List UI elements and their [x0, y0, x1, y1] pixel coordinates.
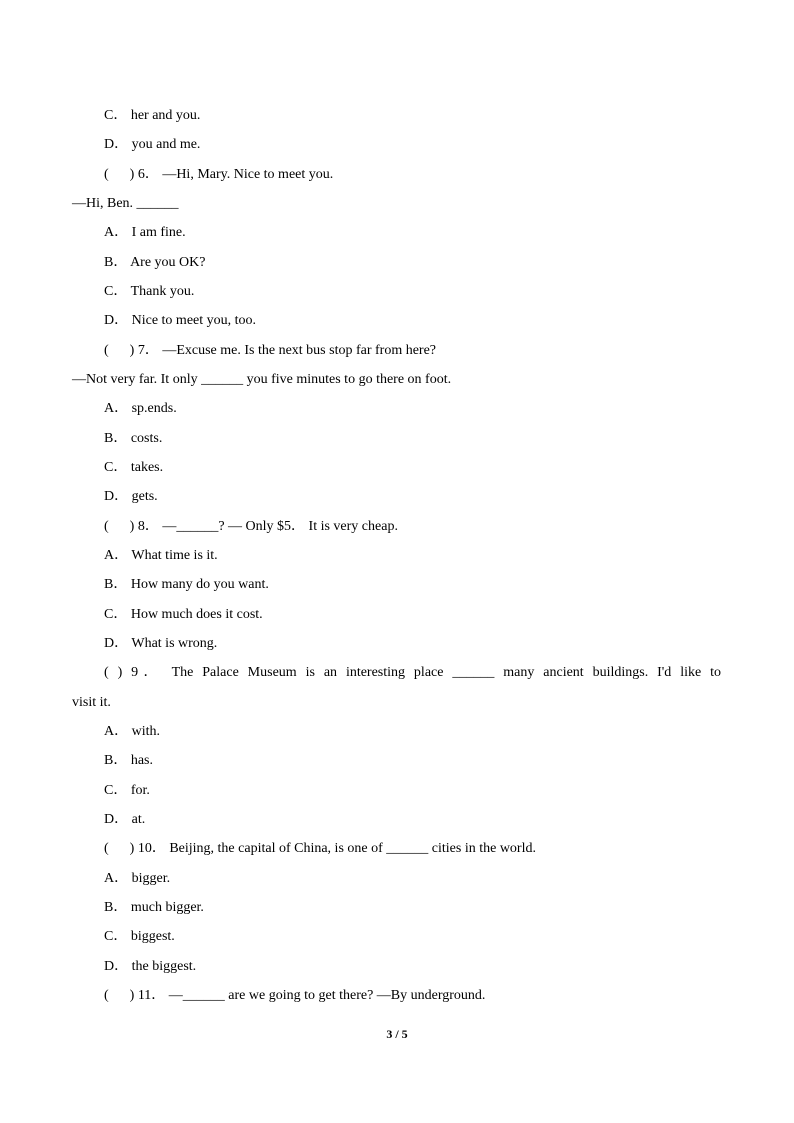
option-c-q5: C． her and you.: [104, 108, 201, 123]
option-b-q6: B． Are you OK?: [104, 255, 206, 270]
option-d-q7: D． gets.: [104, 489, 158, 504]
question-7: ( ) 7． —Excuse me. Is the next bus stop far from here?: [104, 343, 437, 358]
option-a-q8: A． What time is it.: [104, 548, 218, 563]
option-d-q8: D． What is wrong.: [104, 636, 218, 651]
question-6-response: —Hi, Ben. ______: [72, 196, 179, 211]
question-9: ( ) 9． The Palace Museum is an interesting place ______ many ancient buildings. I'd like to: [104, 665, 721, 680]
question-6: ( ) 6． —Hi, Mary. Nice to meet you.: [104, 167, 334, 182]
option-d-q9: D． at.: [104, 812, 146, 827]
option-c-q8: C． How much does it cost.: [104, 607, 263, 622]
option-a-q10: A． bigger.: [104, 871, 171, 886]
question-9-continued: visit it.: [72, 695, 111, 710]
option-c-q9: C． for.: [104, 783, 150, 798]
option-c-q10: C． biggest.: [104, 929, 175, 944]
option-d-q5: D． you and me.: [104, 137, 201, 152]
question-11: ( ) 11． —______ are we going to get there? —By underground.: [104, 988, 486, 1003]
option-b-q8: B． How many do you want.: [104, 577, 269, 592]
option-a-q9: A． with.: [104, 724, 160, 739]
option-b-q10: B． much bigger.: [104, 900, 204, 915]
option-b-q7: B． costs.: [104, 431, 163, 446]
option-a-q6: A． I am fine.: [104, 225, 186, 240]
option-c-q7: C． takes.: [104, 460, 164, 475]
option-d-q10: D． the biggest.: [104, 959, 197, 974]
option-c-q6: C． Thank you.: [104, 284, 195, 299]
question-7-response: —Not very far. It only ______ you five minutes to go there on foot.: [72, 372, 452, 387]
option-d-q6: D． Nice to meet you, too.: [104, 313, 257, 328]
question-8: ( ) 8． —______? — Only $5． It is very cheap.: [104, 519, 398, 534]
page-number: 3 / 5: [386, 1027, 408, 1041]
question-10: ( ) 10． Beijing, the capital of China, is one of ______ cities in the world.: [104, 841, 536, 856]
option-a-q7: A． sp.ends.: [104, 401, 177, 416]
option-b-q9: B． has.: [104, 753, 153, 768]
